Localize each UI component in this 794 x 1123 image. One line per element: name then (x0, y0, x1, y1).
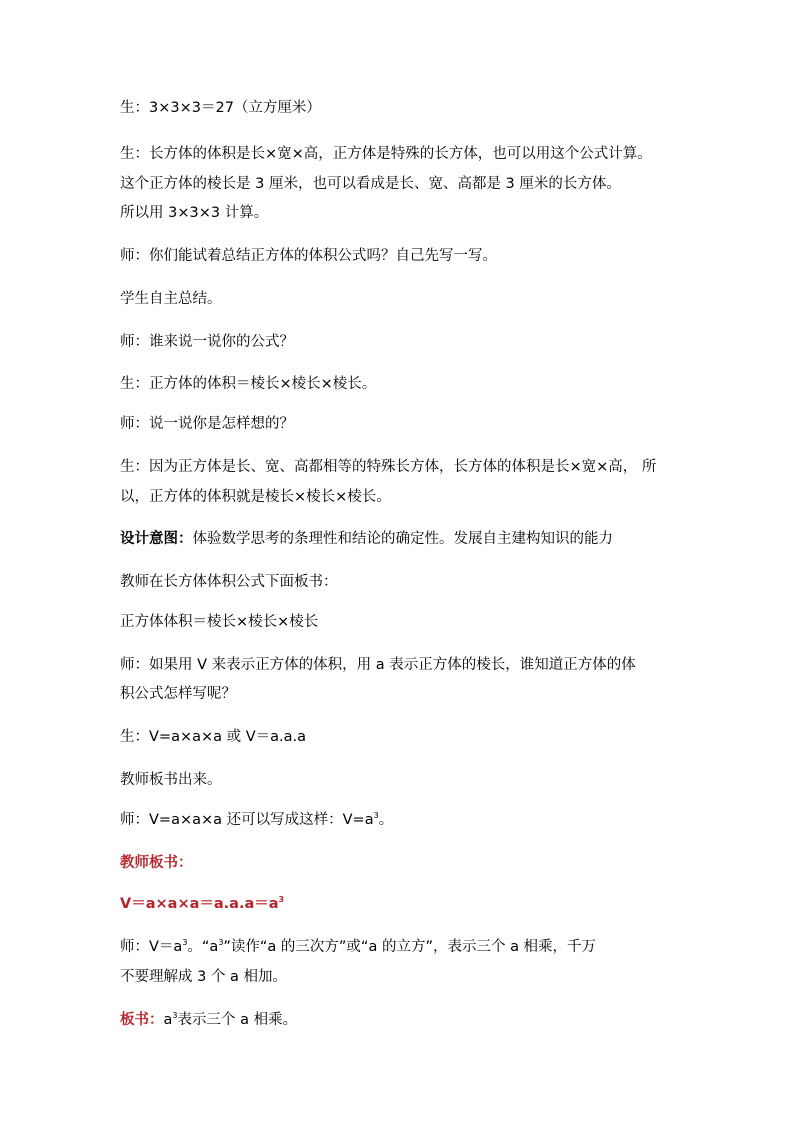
exponent: 3 (182, 938, 188, 947)
text-line: 这个正方体的棱长是 3 厘米，也可以看成是长、宽、高都是 3 厘米的长方体。 (120, 176, 621, 192)
text-line: 教师板书出来。 (120, 772, 222, 788)
exponent: 3 (172, 1011, 178, 1020)
text-line: 师：你们能试着总结正方体的体积公式吗？自己先写一写。 (120, 248, 497, 264)
board-heading: 教师板书： (120, 855, 193, 871)
text-line: 所以用 3×3×3 计算。 (120, 205, 269, 221)
text-line: 师：谁来说一说你的公式？ (120, 334, 294, 350)
text-line: 生：长方体的体积是长×宽×高，正方体是特殊的长方体，也可以用这个公式计算。 (120, 146, 652, 162)
text-line: 生：3×3×3＝27（立方厘米） (120, 100, 321, 116)
text-span: 师：V=a×a×a 还可以写成这样：V=a (120, 812, 374, 828)
text-line: 积公式怎样写呢？ (120, 686, 236, 702)
design-intent-label: 设计意图： (120, 531, 193, 547)
text-span: 表示三个 a 相乘。 (177, 1012, 298, 1028)
text-span: 。“a (187, 939, 219, 955)
board-formula (120, 894, 284, 914)
text-line: 生：正方体的体积＝棱长×棱长×棱长。 (120, 376, 377, 392)
text-line: 生：V=a×a×a 或 V＝a.a.a (120, 729, 307, 745)
text-line: 师：如果用 V 来表示正方体的体积，用 a 表示正方体的棱长，谁知道正方体的体 (120, 657, 636, 673)
text-line (120, 810, 393, 830)
exponent: 3 (218, 938, 224, 947)
board-label: 板书： (120, 1012, 164, 1028)
text-span: a (163, 1012, 173, 1028)
exponent: 3 (373, 811, 379, 820)
text-span: ”读作“a 的三次方”或“a 的立方”，表示三个 a 相乘，千万 (223, 939, 597, 955)
board-note-line (120, 1010, 297, 1030)
text-line: 以，正方体的体积就是棱长×棱长×棱长。 (120, 489, 391, 505)
text-line: 生：因为正方体是长、宽、高都相等的特殊长方体，长方体的体积是长×宽×高， 所 (120, 459, 657, 475)
text-line: 教师在长方体体积公式下面板书： (120, 574, 338, 590)
design-intent-line (120, 529, 613, 549)
design-intent-text: 体验数学思考的条理性和结论的确定性。发展自主建构知识的能力 (192, 531, 613, 547)
text-span: 。 (378, 812, 394, 828)
text-line (120, 937, 596, 957)
board-formula-text: V＝a×a×a＝a.a.a＝a (120, 896, 279, 912)
text-line: 不要理解成 3 个 a 相加。 (120, 969, 288, 985)
formula-line: 正方体体积＝棱长×棱长×棱长 (120, 614, 319, 630)
text-line: 师：说一说你是怎样想的？ (120, 416, 294, 432)
text-span: 师：V＝a (120, 939, 183, 955)
text-line: 学生自主总结。 (120, 291, 222, 307)
exponent: 3 (278, 895, 285, 904)
